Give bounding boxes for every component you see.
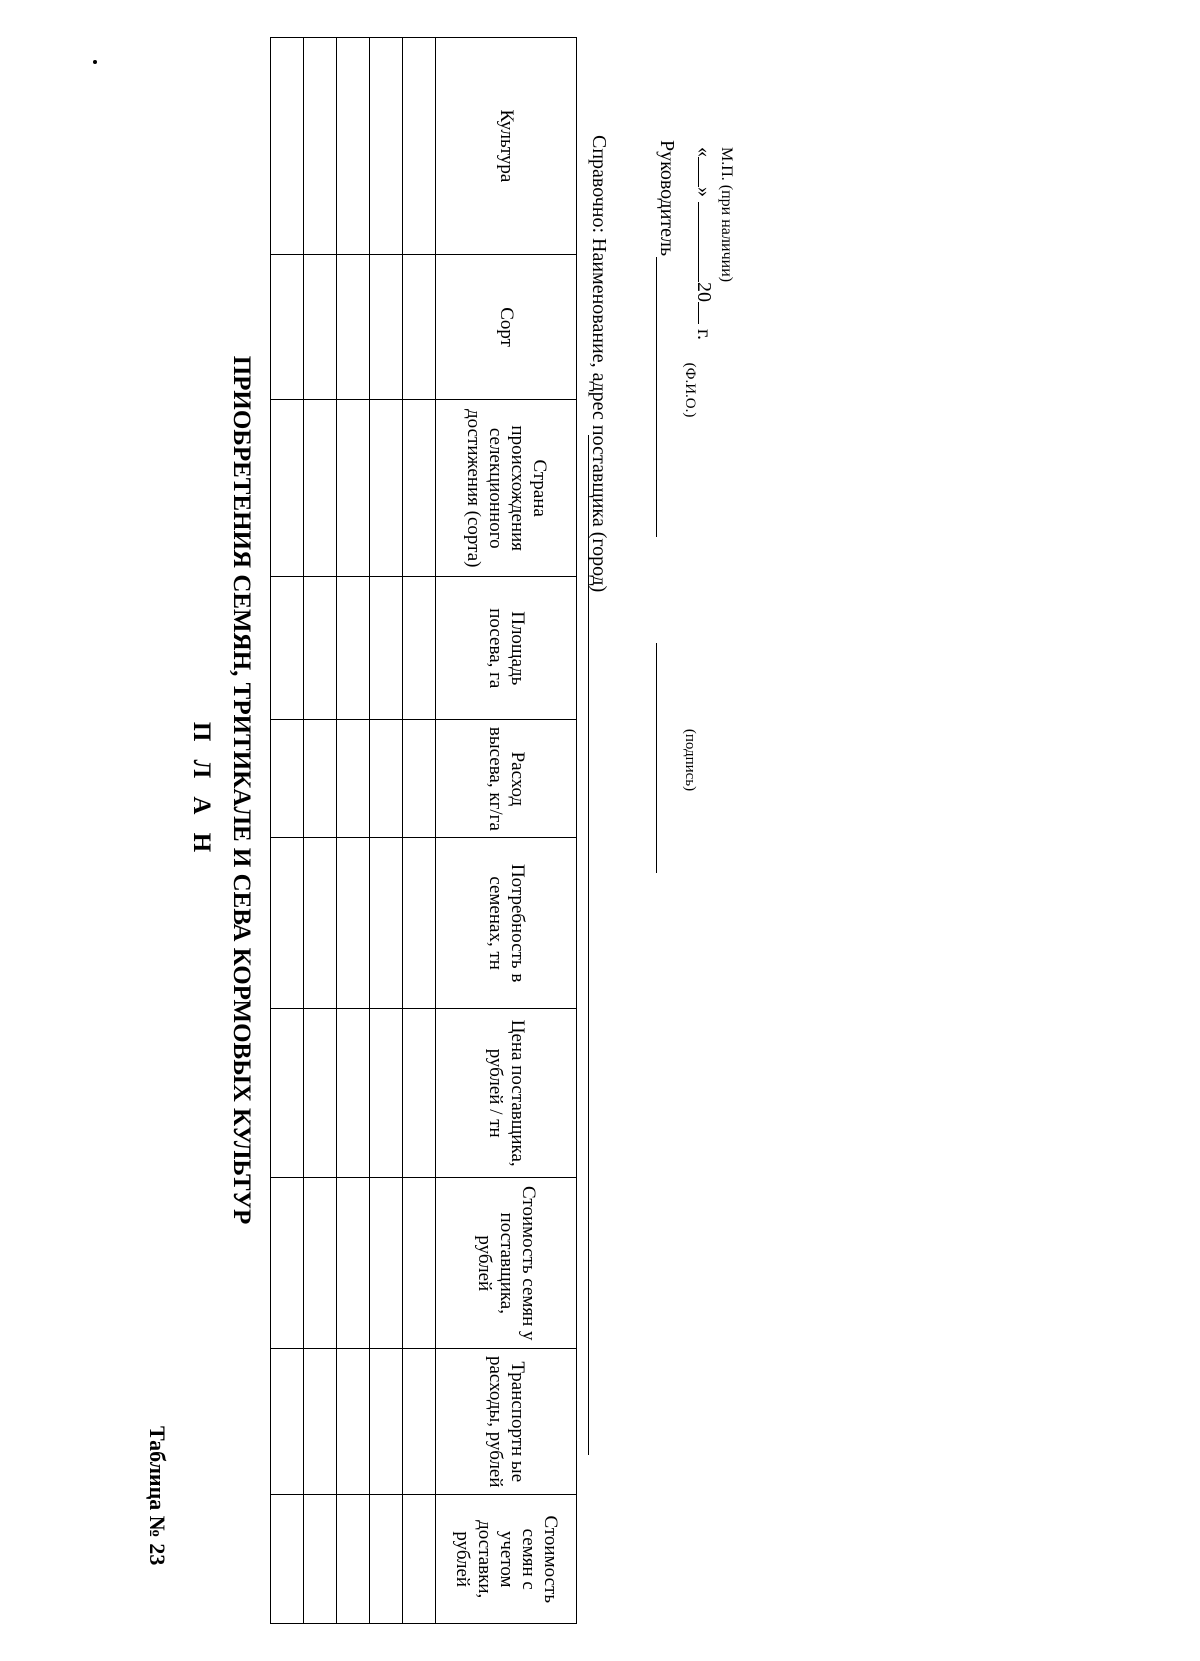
table-cell[interactable] (304, 720, 337, 838)
table-cell[interactable] (271, 1495, 304, 1624)
table-number: Таблица № 23 (145, 1426, 170, 1566)
header-cell-supplier-price: Цена поставщика, рублей / тн (436, 1008, 577, 1178)
table-cell[interactable] (370, 838, 403, 1009)
stamp-note: М.П. (при наличии) (718, 147, 735, 283)
table-cell[interactable] (304, 577, 337, 720)
supplier-reference-field[interactable] (588, 435, 589, 1455)
table-cell[interactable] (403, 1178, 436, 1349)
table-cell[interactable] (370, 400, 403, 577)
table-cell[interactable] (337, 838, 370, 1009)
table-cell[interactable] (304, 1178, 337, 1349)
table-cell[interactable] (403, 1495, 436, 1624)
table-cell[interactable] (337, 720, 370, 838)
table-cell[interactable] (403, 838, 436, 1009)
table-cell[interactable] (370, 720, 403, 838)
plan-table (270, 37, 577, 1624)
table-cell[interactable] (403, 1008, 436, 1178)
date-line (692, 147, 715, 340)
table-cell[interactable] (370, 1008, 403, 1178)
table-cell[interactable] (403, 1349, 436, 1495)
table-cell[interactable] (304, 1008, 337, 1178)
table-cell[interactable] (403, 720, 436, 838)
table-row (370, 38, 403, 1624)
date-close-quote: » (693, 187, 715, 197)
table-row (403, 38, 436, 1624)
table-cell[interactable] (271, 1008, 304, 1178)
header-cell-culture: Культура (436, 38, 577, 255)
date-year-prefix: 20 (693, 282, 715, 302)
fio-caption: (Ф.И.О.) (682, 362, 698, 418)
table-cell[interactable] (271, 838, 304, 1009)
supplier-reference-label: Справочно: Наименование, адрес поставщика (город) (588, 135, 610, 593)
table-cell[interactable] (337, 1178, 370, 1349)
document-page (10, 10, 1190, 1650)
table-cell[interactable] (337, 1349, 370, 1495)
date-year-field[interactable] (698, 302, 713, 324)
table-cell[interactable] (304, 38, 337, 255)
table-row (304, 38, 337, 1624)
table-row (271, 38, 304, 1624)
table-cell[interactable] (271, 720, 304, 838)
header-cell-transport-cost: Транспортн ые расходы, рублей (436, 1349, 577, 1495)
table-cell[interactable] (271, 1349, 304, 1495)
header-cell-seed-need: Потребность в семенах, тн (436, 838, 577, 1009)
header-cell-origin-country: Страна происхождения селекционного достижения (сорта) (436, 400, 577, 577)
table-cell[interactable] (403, 38, 436, 255)
table-cell[interactable] (337, 577, 370, 720)
date-year-suffix: г. (693, 329, 715, 340)
table-cell[interactable] (337, 1008, 370, 1178)
scan-speck (93, 60, 97, 64)
table-cell[interactable] (370, 577, 403, 720)
table-cell[interactable] (271, 577, 304, 720)
table-cell[interactable] (337, 38, 370, 255)
header-cell-sowing-area: Площадь посева, га (436, 577, 577, 720)
table-cell[interactable] (304, 254, 337, 399)
plan-subtitle: ПРИОБРЕТЕНИЯ СЕМЯН, ТРИТИКАЛЕ И СЕВА КОРМОВЫХ КУЛЬТУР (228, 355, 255, 1225)
head-signature-field[interactable] (656, 643, 657, 873)
header-cell-seeding-rate: Расход высева, кг/га (436, 720, 577, 838)
header-cell-variety: Сорт (436, 254, 577, 399)
table-cell[interactable] (271, 254, 304, 399)
table-cell[interactable] (370, 254, 403, 399)
signature-caption: (подпись) (682, 728, 698, 792)
table-cell[interactable] (304, 1495, 337, 1624)
header-cell-seed-cost: Стоимость семян у поставщика, рублей (436, 1178, 577, 1349)
table-cell[interactable] (370, 1349, 403, 1495)
plan-title: П Л А Н (188, 721, 215, 859)
date-day-field[interactable] (698, 157, 713, 187)
table-cell[interactable] (337, 254, 370, 399)
table-cell[interactable] (370, 1178, 403, 1349)
table-cell[interactable] (403, 577, 436, 720)
table-row (337, 38, 370, 1624)
table-cell[interactable] (337, 1495, 370, 1624)
table-cell[interactable] (271, 1178, 304, 1349)
table-cell[interactable] (403, 400, 436, 577)
header-cell-total-cost: Стоимость семян с учетом доставки, рублей (436, 1495, 577, 1624)
head-name-field[interactable] (656, 257, 657, 537)
table-cell[interactable] (370, 38, 403, 255)
head-label: Руководитель (656, 140, 678, 257)
table-cell[interactable] (304, 838, 337, 1009)
table-cell[interactable] (403, 254, 436, 399)
table-header-row (436, 38, 577, 1624)
date-month-field[interactable] (698, 202, 713, 282)
table-cell[interactable] (337, 400, 370, 577)
date-open-quote: « (693, 147, 715, 157)
table-cell[interactable] (271, 400, 304, 577)
table-cell[interactable] (370, 1495, 403, 1624)
table-cell[interactable] (271, 38, 304, 255)
table-cell[interactable] (304, 1349, 337, 1495)
table-cell[interactable] (304, 400, 337, 577)
